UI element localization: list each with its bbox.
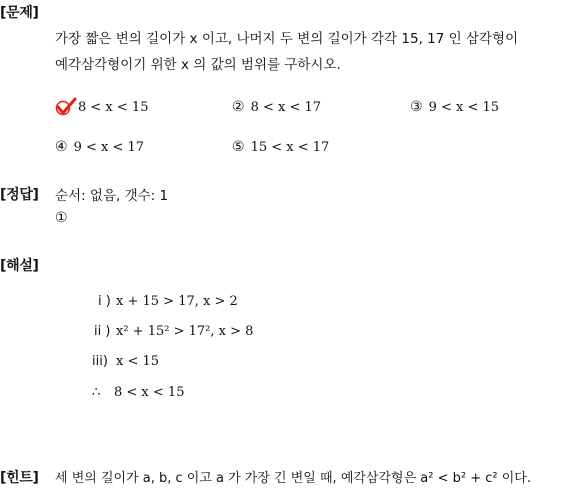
step-2-number: ii ) [94, 324, 111, 339]
answer-label: [정답] [0, 187, 39, 203]
choice-1-text: 8 < x < 15 [78, 100, 149, 115]
choice-3-number: ③ [410, 99, 423, 115]
step-2 [94, 324, 253, 339]
problem-label: [문제] [0, 5, 39, 21]
step-1-number: i ) [98, 294, 111, 309]
step-3-number: iii) [92, 354, 108, 369]
choice-1[interactable] [78, 99, 148, 115]
choice-5[interactable] [232, 139, 329, 155]
choice-2-text: 8 < x < 17 [250, 100, 322, 115]
step-3-text: x < 15 [116, 354, 160, 369]
step-4 [92, 385, 184, 400]
choice-3[interactable] [410, 99, 499, 115]
step-3 [92, 354, 159, 369]
problem-line-2: 예각삼각형이기 위한 x 의 값의 범위를 구하시오. [55, 57, 341, 73]
step-4-text: 8 < x < 15 [114, 385, 185, 400]
choice-5-text: 15 < x < 17 [250, 140, 330, 155]
step-2-text: x² + 15² > 17², x > 8 [116, 324, 254, 339]
choice-3-text: 9 < x < 15 [428, 100, 500, 115]
step-1-text: x + 15 > 17, x > 2 [116, 294, 238, 309]
choice-4-text: 9 < x < 17 [73, 140, 145, 155]
choice-2[interactable] [232, 99, 321, 115]
answer-value: ① [55, 210, 68, 226]
step-1 [98, 294, 238, 309]
therefore-symbol: ∴ [92, 385, 101, 400]
answer-line: 순서: 없음, 갯수: 1 [55, 188, 169, 204]
choice-2-number: ② [232, 99, 245, 115]
checkmark-icon [55, 96, 77, 118]
explanation-label: [해설] [0, 258, 39, 274]
problem-line-1: 가장 짧은 변의 길이가 x 이고, 나머지 두 변의 길이가 각각 15, 17 인 삼각형이 [55, 31, 519, 47]
choice-4-number: ④ [55, 139, 68, 155]
hint-label: [힌트] [0, 470, 39, 486]
choice-4[interactable] [55, 139, 144, 155]
choice-5-number: ⑤ [232, 139, 245, 155]
hint-text: 세 변의 길이가 a, b, c 이고 a 가 가장 긴 변일 때, 예각삼각형은 a² < b² + c² 이다. [55, 471, 531, 486]
